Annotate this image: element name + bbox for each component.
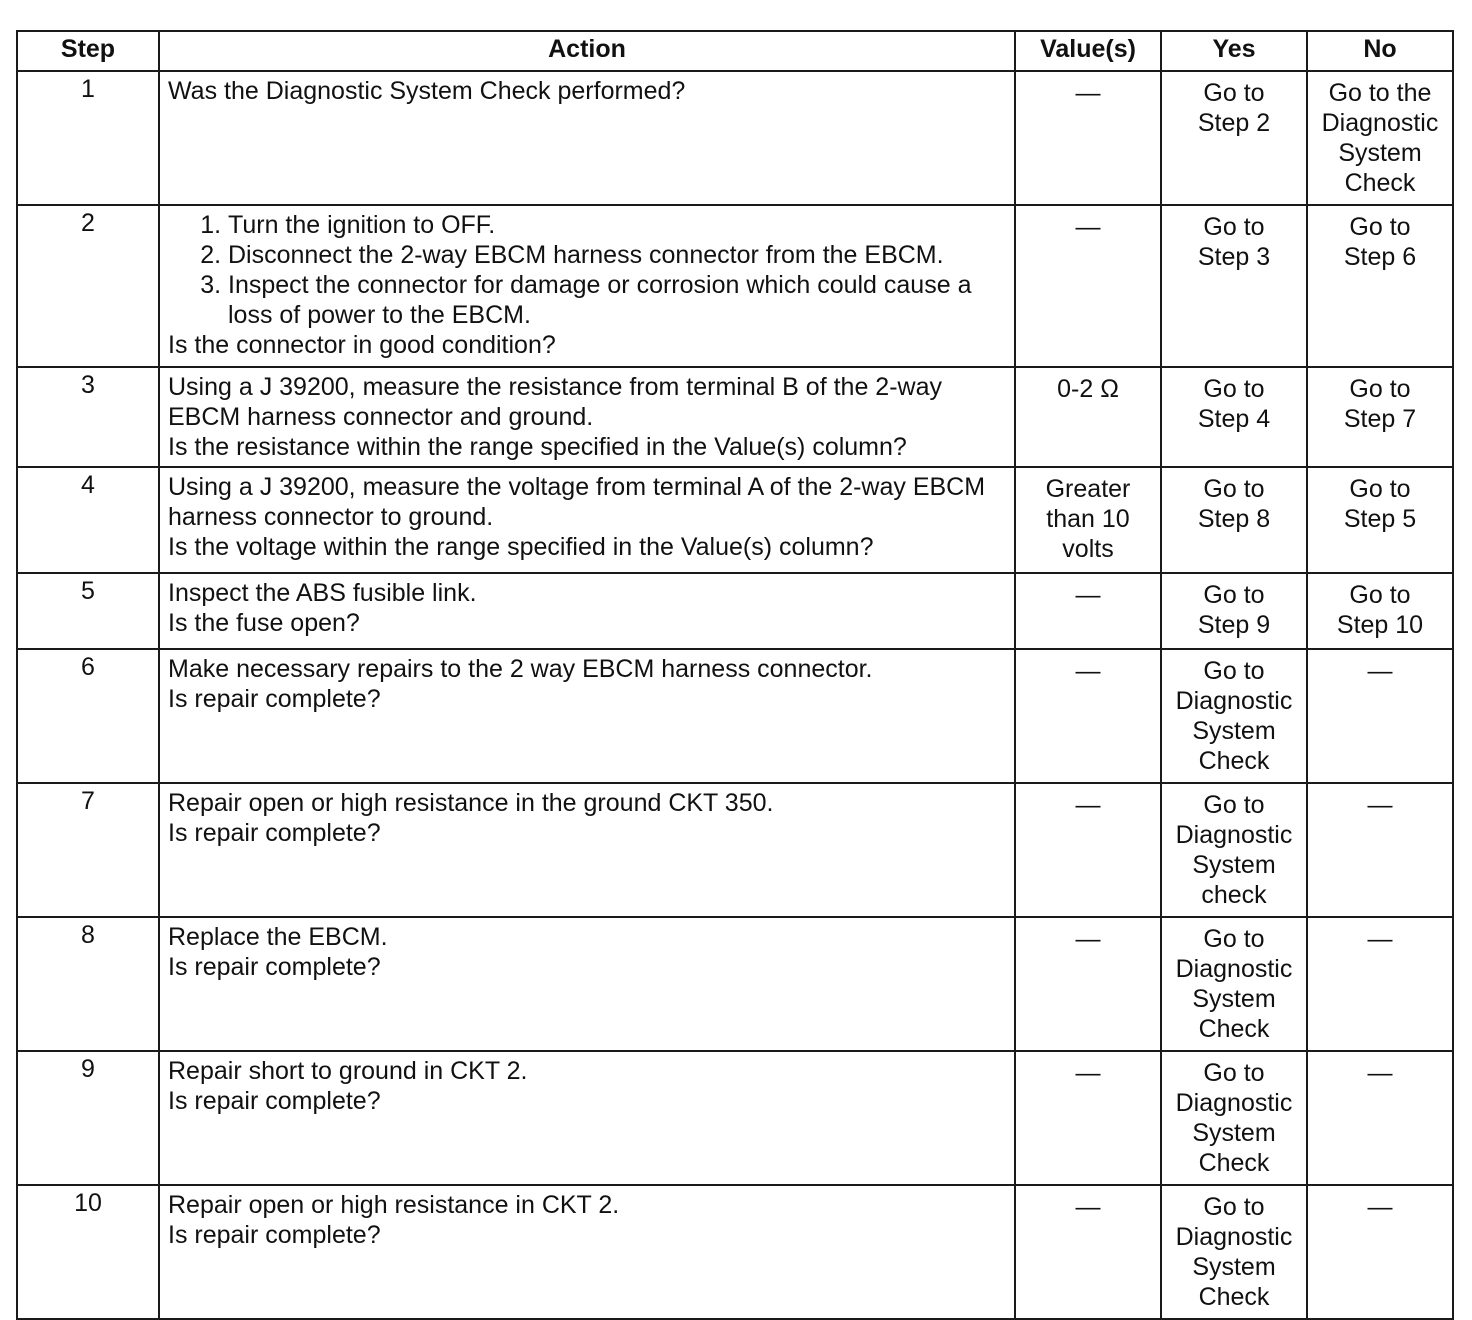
yes-cell-line: Go to (1203, 581, 1265, 609)
header-yes: Yes (1161, 31, 1307, 71)
yes-cell-line: Check (1198, 1149, 1270, 1177)
action-text: Using a J 39200, measure the resistance from terminal B of the 2-way EBCM harness connector and ground. (168, 373, 942, 431)
action-text: Is repair complete? (168, 819, 381, 847)
table-row (17, 467, 1453, 573)
header-no: No (1307, 31, 1453, 71)
step-number: 9 (17, 1051, 159, 1185)
yes-cell-line: Go to (1203, 79, 1265, 107)
table-body (17, 71, 1453, 1319)
action-text: Using a J 39200, measure the voltage from terminal A of the 2-way EBCM harness connector to ground. (168, 473, 986, 531)
action-step-item: 2. Disconnect the 2-way EBCM harness connector from the EBCM. (228, 240, 1006, 270)
value-cell-line: — (1075, 925, 1101, 953)
table-row (17, 783, 1453, 917)
action-text: Is the resistance within the range specified in the Value(s) column? (168, 433, 907, 461)
yes-cell (1161, 71, 1307, 205)
yes-cell-line: Step 3 (1197, 243, 1271, 271)
no-cell-line: Diagnostic (1321, 109, 1439, 137)
yes-cell-line: Diagnostic (1175, 821, 1293, 849)
step-number: 1 (17, 71, 159, 205)
value-cell (1015, 71, 1161, 205)
action-step-item: 3. Inspect the connector for damage or corrosion which could cause a loss of power to the EBCM. (228, 270, 1006, 330)
value-cell (1015, 1051, 1161, 1185)
no-cell (1307, 205, 1453, 367)
no-cell-line: System (1338, 139, 1422, 167)
step-number: 6 (17, 649, 159, 783)
yes-cell-line: Go to (1203, 925, 1265, 953)
value-cell-line: — (1075, 1193, 1101, 1221)
no-cell-line: Go to (1349, 213, 1411, 241)
action-steps-list (218, 210, 1006, 330)
value-cell (1015, 917, 1161, 1051)
yes-cell-line: System (1192, 1119, 1276, 1147)
header-step: Step (17, 31, 159, 71)
step-number: 5 (17, 573, 159, 649)
value-cell-line: — (1075, 1059, 1101, 1087)
step-number: 4 (17, 467, 159, 573)
no-cell-line: Go to (1349, 581, 1411, 609)
action-text: Inspect the ABS fusible link. (168, 579, 477, 607)
value-cell (1015, 573, 1161, 649)
value-cell-line: — (1075, 213, 1101, 241)
action-step-item: 1. Turn the ignition to OFF. (228, 210, 1006, 240)
action-text: Repair open or high resistance in the ground CKT 350. (168, 789, 774, 817)
no-cell (1307, 783, 1453, 917)
yes-cell (1161, 467, 1307, 573)
no-cell-line: — (1367, 1059, 1393, 1087)
value-cell-line: — (1075, 581, 1101, 609)
value-cell (1015, 205, 1161, 367)
diagnostic-table (16, 30, 1454, 1320)
header-action: Action (159, 31, 1015, 71)
no-cell-line: Step 6 (1343, 243, 1417, 271)
yes-cell (1161, 783, 1307, 917)
action-text: Is the fuse open? (168, 609, 360, 637)
value-cell (1015, 1185, 1161, 1319)
diagnostic-table-sheet (16, 30, 1452, 1320)
table-row (17, 649, 1453, 783)
yes-cell-line: check (1201, 881, 1267, 909)
table-row (17, 1185, 1453, 1319)
action-cell (159, 205, 1015, 367)
no-cell-line: Go to (1349, 475, 1411, 503)
yes-cell (1161, 1051, 1307, 1185)
no-cell (1307, 649, 1453, 783)
yes-cell-line: System (1192, 1253, 1276, 1281)
no-cell-line: Go to (1349, 375, 1411, 403)
action-cell (159, 1185, 1015, 1319)
yes-cell-line: Go to (1203, 791, 1265, 819)
table-row (17, 367, 1453, 467)
table-row (17, 1051, 1453, 1185)
action-text: Is repair complete? (168, 1087, 381, 1115)
yes-cell-line: Step 4 (1197, 405, 1271, 433)
action-cell (159, 917, 1015, 1051)
table-row (17, 71, 1453, 205)
value-cell-line: volts (1062, 535, 1114, 563)
value-cell-line: 0-2 Ω (1057, 375, 1119, 403)
yes-cell-line: System (1192, 985, 1276, 1013)
no-cell-line: — (1367, 925, 1393, 953)
no-cell (1307, 71, 1453, 205)
yes-cell-line: Diagnostic (1175, 1223, 1293, 1251)
yes-cell-line: Diagnostic (1175, 687, 1293, 715)
value-cell (1015, 783, 1161, 917)
yes-cell (1161, 649, 1307, 783)
action-text: Was the Diagnostic System Check performed? (168, 77, 686, 105)
yes-cell-line: Step 9 (1197, 611, 1271, 639)
value-cell-line: than 10 (1046, 505, 1130, 533)
no-cell-line: — (1367, 1193, 1393, 1221)
action-text: Is repair complete? (168, 953, 381, 981)
action-text: Repair short to ground in CKT 2. (168, 1057, 528, 1085)
action-cell (159, 367, 1015, 467)
step-number: 10 (17, 1185, 159, 1319)
yes-cell-line: Go to (1203, 1193, 1265, 1221)
yes-cell (1161, 917, 1307, 1051)
yes-cell-line: Check (1198, 1015, 1270, 1043)
value-cell (1015, 367, 1161, 467)
table-row (17, 573, 1453, 649)
action-cell (159, 649, 1015, 783)
yes-cell-line: Check (1198, 1283, 1270, 1311)
action-cell (159, 467, 1015, 573)
yes-cell-line: Step 8 (1197, 505, 1271, 533)
yes-cell (1161, 573, 1307, 649)
value-cell (1015, 467, 1161, 573)
no-cell-line: Step 5 (1343, 505, 1417, 533)
action-text: Repair open or high resistance in CKT 2. (168, 1191, 620, 1219)
action-cell (159, 71, 1015, 205)
no-cell (1307, 917, 1453, 1051)
step-number: 2 (17, 205, 159, 367)
action-cell (159, 1051, 1015, 1185)
yes-cell-line: Go to (1203, 1059, 1265, 1087)
yes-cell-line: Go to (1203, 213, 1265, 241)
action-text: Is the connector in good condition? (168, 331, 556, 359)
action-text: Is repair complete? (168, 685, 381, 713)
yes-cell-line: Diagnostic (1175, 1089, 1293, 1117)
action-text: Replace the EBCM. (168, 923, 388, 951)
step-number: 7 (17, 783, 159, 917)
no-cell-line: Step 7 (1343, 405, 1417, 433)
no-cell-line: — (1367, 657, 1393, 685)
yes-cell-line: Go to (1203, 657, 1265, 685)
header-values: Value(s) (1015, 31, 1161, 71)
action-text: Is the voltage within the range specified in the Value(s) column? (168, 533, 874, 561)
action-cell (159, 573, 1015, 649)
value-cell-line: — (1075, 657, 1101, 685)
value-cell-line: — (1075, 79, 1101, 107)
no-cell (1307, 467, 1453, 573)
no-cell-line: Step 10 (1336, 611, 1424, 639)
no-cell (1307, 573, 1453, 649)
yes-cell-line: Go to (1203, 475, 1265, 503)
yes-cell-line: Check (1198, 747, 1270, 775)
no-cell-line: Go to the (1328, 79, 1432, 107)
yes-cell-line: Go to (1203, 375, 1265, 403)
action-text: Is repair complete? (168, 1221, 381, 1249)
yes-cell (1161, 205, 1307, 367)
step-number: 3 (17, 367, 159, 467)
no-cell (1307, 1051, 1453, 1185)
table-row (17, 205, 1453, 367)
header-row (17, 31, 1453, 71)
value-cell-line: Greater (1045, 475, 1131, 503)
yes-cell (1161, 1185, 1307, 1319)
yes-cell-line: Step 2 (1197, 109, 1271, 137)
no-cell (1307, 1185, 1453, 1319)
step-number: 8 (17, 917, 159, 1051)
table-row (17, 917, 1453, 1051)
value-cell-line: — (1075, 791, 1101, 819)
yes-cell (1161, 367, 1307, 467)
yes-cell-line: Diagnostic (1175, 955, 1293, 983)
no-cell-line: Check (1344, 169, 1416, 197)
action-cell (159, 783, 1015, 917)
yes-cell-line: System (1192, 717, 1276, 745)
action-text: Make necessary repairs to the 2 way EBCM harness connector. (168, 655, 873, 683)
value-cell (1015, 649, 1161, 783)
no-cell-line: — (1367, 791, 1393, 819)
yes-cell-line: System (1192, 851, 1276, 879)
no-cell (1307, 367, 1453, 467)
